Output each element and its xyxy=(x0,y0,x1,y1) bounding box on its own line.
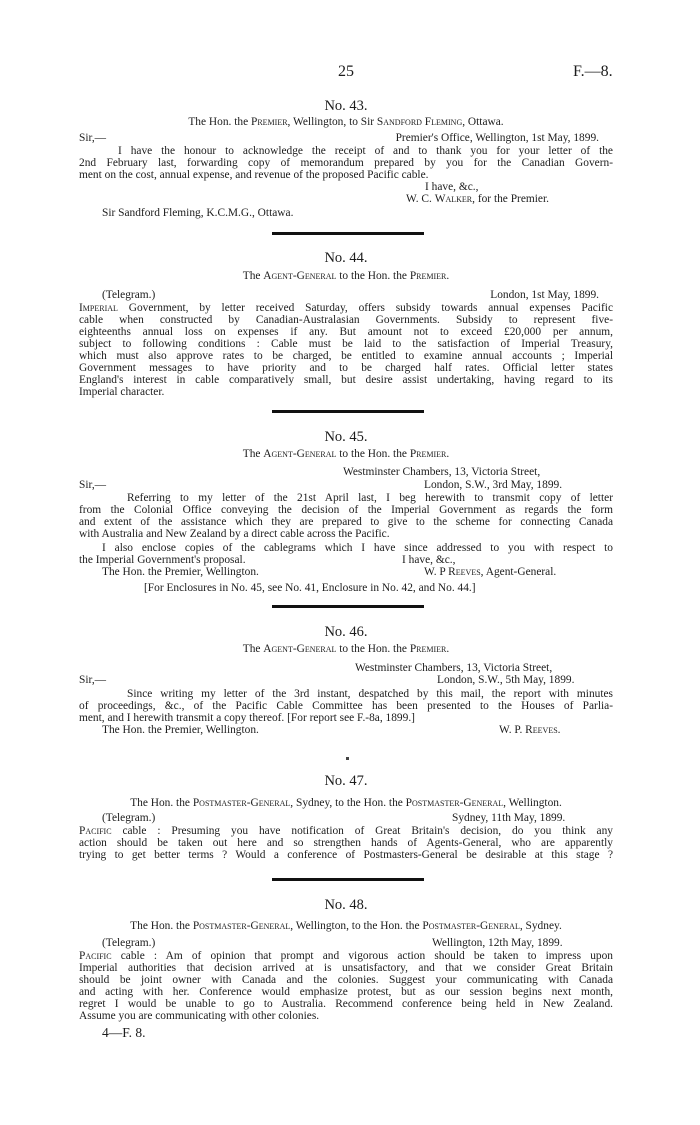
body-line: from the Colonial Office conveying the decision of the Imperial Government as regards the form xyxy=(79,504,613,516)
place-date: London, S.W., 3rd May, 1899. xyxy=(424,479,563,491)
body-line: 2nd February last, forwarding copy of memorandum prepared by you for the Canadian Govern- xyxy=(79,157,613,169)
letter-heading: The Agent-General to the Hon. the Premier. xyxy=(242,270,450,282)
letter-heading: The Hon. the Premier, Wellington, to Sir Sandford Fleming, Ottawa. xyxy=(188,116,504,128)
place-date: Wellington, 12th May, 1899. xyxy=(432,937,563,949)
body-line: which must also approve rates to be charged, be entitled to examine annual accounts ; Imperial xyxy=(79,350,613,362)
addressee: The Hon. the Premier, Wellington. xyxy=(102,566,259,578)
letter-heading: The Hon. the Postmaster-General, Sydney, to the Hon. the Postmaster-General, Wellington. xyxy=(130,797,562,809)
section-divider xyxy=(272,232,424,235)
letter-heading: The Hon. the Postmaster-General, Wellington, to the Hon. the Postmaster-General, Sydney. xyxy=(130,920,562,932)
body-line: Imperial character. xyxy=(79,386,165,398)
body-line: subject to following conditions : Cable must be laid to the satisfaction of Imperial Treasury, xyxy=(79,338,613,350)
letter-number: No. 45. xyxy=(324,429,368,445)
addressee: The Hon. the Premier, Wellington. xyxy=(102,724,259,736)
section-divider xyxy=(272,878,424,881)
page-number: 25 xyxy=(338,63,354,80)
place-date: London, S.W., 5th May, 1899. xyxy=(437,674,575,686)
body-line: Referring to my letter of the 21st April last, I beg herewith to transmit copy of letter xyxy=(127,492,613,504)
body-line: Government messages to have priority and to be charged half rates. Official letter states xyxy=(79,362,613,374)
salutation: Sir,— xyxy=(79,674,107,686)
salutation: Sir,— xyxy=(79,132,107,144)
place-date: Sydney, 11th May, 1899. xyxy=(452,812,566,824)
signature: W. P. Reeves. xyxy=(499,724,561,736)
place-date: Premier's Office, Wellington, 1st May, 1899. xyxy=(395,132,599,144)
closing: I have, &c., xyxy=(425,181,479,193)
signature: W. P Reeves, Agent-General. xyxy=(424,566,557,578)
body-line: Assume you are communicating with other colonies. xyxy=(79,1010,320,1022)
body-line: Imperial authorities that decision arrived at is unsatisfactory, and that we consider Great Britain xyxy=(79,962,613,974)
body-line: ment on the cost, annual expense, and revenue of the proposed Pacific cable. xyxy=(79,169,429,181)
letter-number: No. 46. xyxy=(324,624,368,640)
sender-address: Westminster Chambers, 13, Victoria Street, xyxy=(355,662,553,674)
body-line: Pacific cable : Presuming you have notification of Great Britain's decision, do you think any xyxy=(79,825,613,837)
body-line: Since writing my letter of the 3rd instant, despatched by this mail, the report with minutes xyxy=(127,688,613,700)
body-line: Imperial Government, by letter received Saturday, offers subsidy towards annual expenses Pacific xyxy=(79,302,613,314)
letter-number: No. 44. xyxy=(324,250,368,266)
body-line: action should be taken out here and so strengthen hands of Agents-General, who are apparently xyxy=(79,837,613,849)
signature-mark: 4—F. 8. xyxy=(102,1025,146,1040)
body-line: of proceedings, &c., of the Pacific Cable Committee has been presented to the Houses of Parlia- xyxy=(79,700,613,712)
body-line: with Australia and New Zealand by a direct cable across the Pacific. xyxy=(79,528,390,540)
closing: I have, &c., xyxy=(402,554,456,566)
body-line: trying to get better terms ? Would a conference of Postmasters-General be desirable at this stage ? xyxy=(79,849,613,861)
body-line: ment, and I herewith transmit a copy thereof. [For report see F.-8a, 1899.] xyxy=(79,712,415,724)
body-line: eighteenths annual loss on expenses if any. But amount not to exceed £20,000 per annum, xyxy=(79,326,613,338)
section-divider xyxy=(272,605,424,608)
body-line: I also enclose copies of the cablegrams which I have since addressed to you with respect to xyxy=(102,542,613,554)
telegram-tag: (Telegram.) xyxy=(102,289,156,301)
letter-number: No. 48. xyxy=(324,897,368,913)
body-line: and acting with her. Conference would emphasize protest, but as our session begins next month, xyxy=(79,986,613,998)
sender-address: Westminster Chambers, 13, Victoria Street, xyxy=(343,466,541,478)
body-line: cable when constructed by Canadian-Australasian Governments. Subsidy to represent five- xyxy=(79,314,613,326)
telegram-tag: (Telegram.) xyxy=(102,937,156,949)
body-line: and extent of the assistance which they are prepared to give to the scheme for connecting Canada xyxy=(79,516,613,528)
salutation: Sir,— xyxy=(79,479,107,491)
section-divider xyxy=(272,410,424,413)
addressee: Sir Sandford Fleming, K.C.M.G., Ottawa. xyxy=(102,207,294,219)
body-line: I have the honour to acknowledge the receipt of and to thank you for your letter of the xyxy=(118,145,613,157)
enclosure-note: [For Enclosures in No. 45, see No. 41, Enclosure in No. 42, and No. 44.] xyxy=(144,582,476,594)
telegram-tag: (Telegram.) xyxy=(102,812,156,824)
body-line: should be joint owner with Canada and the colonies. Suggest your communicating with Canada xyxy=(79,974,613,986)
page-speck xyxy=(346,757,349,760)
signature: W. C. Walker, for the Premier. xyxy=(406,193,549,205)
body-line: England's interest in cable comparatively small, but desire assist undertaking, having regard to its xyxy=(79,374,613,386)
body-line: regret I would be unable to go to Australia. Recommend conference being held in New Zealand. xyxy=(79,998,613,1010)
letter-heading: The Agent-General to the Hon. the Premier. xyxy=(242,643,450,655)
body-line: Pacific cable : Am of opinion that prompt and vigorous action should be taken to impress upon xyxy=(79,950,613,962)
letter-number: No. 43. xyxy=(324,98,368,114)
place-date: London, 1st May, 1899. xyxy=(490,289,599,301)
body-line: the Imperial Government's proposal. xyxy=(79,554,246,566)
letter-number: No. 47. xyxy=(324,773,368,789)
letter-heading: The Agent-General to the Hon. the Premier. xyxy=(242,448,450,460)
document-reference: F.—8. xyxy=(573,63,613,80)
